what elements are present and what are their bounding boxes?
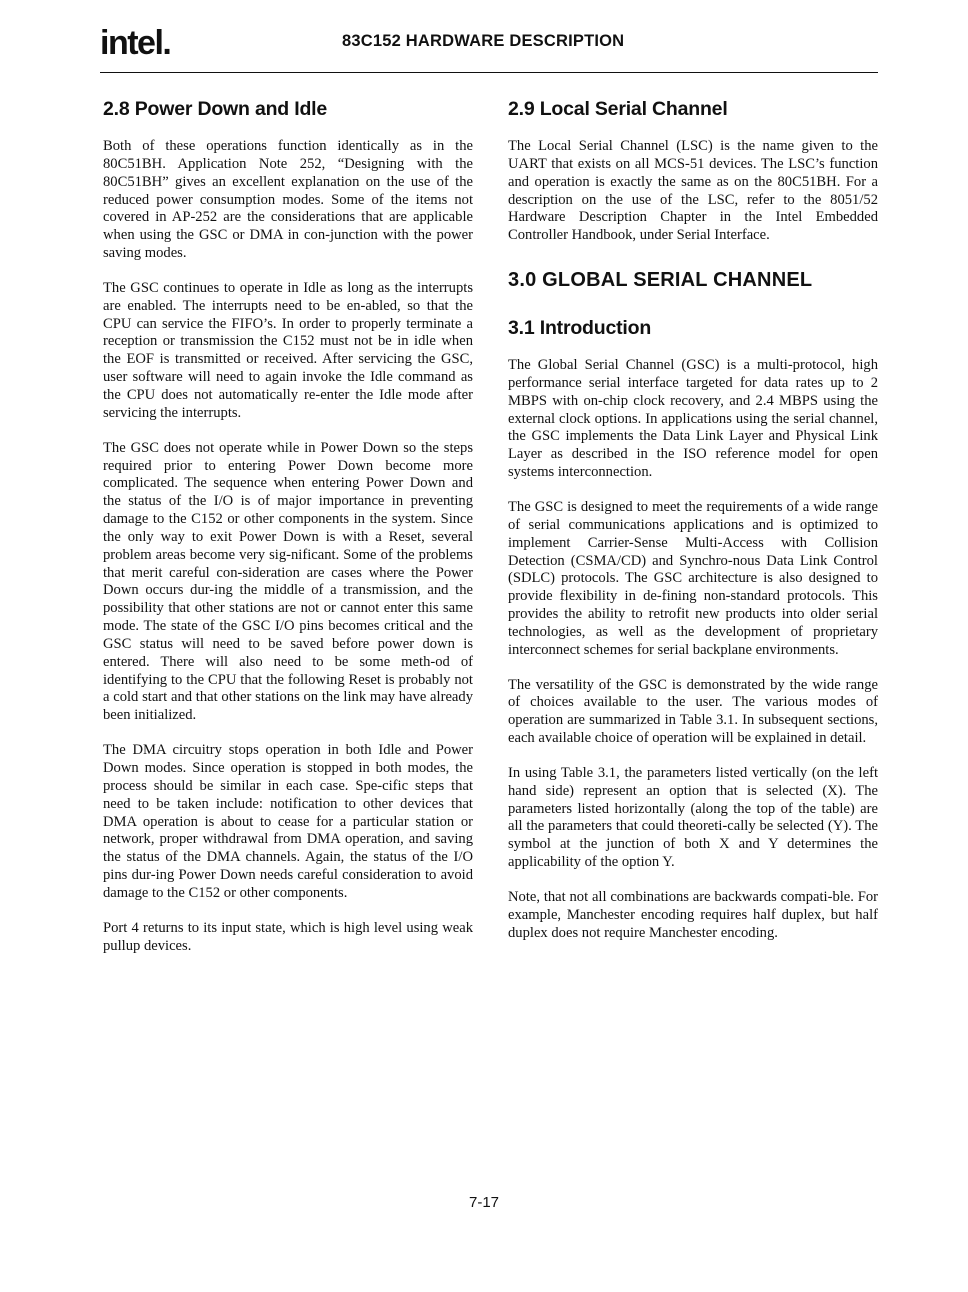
right-column bbox=[508, 96, 878, 960]
section-heading-introduction: 3.1 Introduction bbox=[508, 317, 652, 340]
document-title: 83C152 HARDWARE DESCRIPTION bbox=[342, 32, 625, 50]
paragraph: The GSC does not operate while in Power Down so the steps required prior to entering Power Down become more complicated. The sequence when entering Power Down and the status of the I/O is of major importance in preventing damage to the C152 or other components in the system. Since the only way to exit Power Down is with a Reset, several problem areas become very sig-nificant. Some of the problems that merit careful con-sideration are cases where the Power Down occurs dur-ing the middle of a transmission, and the possibility that other stations are not or cannot enter this same mode. The state of the GSC I/O pins becomes critical and the GSC status will need to be saved before power down is entered. There will also need to be some meth-od of identifying to the CPU that the following Reset is probably not a cold start and that other stations on the link may have already been initialized. bbox=[103, 439, 473, 724]
paragraph: The versatility of the GSC is demonstrated by the wide range of choices available to the user. The various modes of operation are summarized in Table 3.1. In subsequent sections, each available choice of operation will be explained in detail. bbox=[508, 676, 878, 747]
paragraph: The DMA circuitry stops operation in both Idle and Power Down modes. Since operation is stopped in both modes, the process should be similar in each case. Spe-cific steps that need to be taken include: notification to other devices that DMA operation is about to cease for a particular station or network, proper withdrawal from DMA operation, and saving the status of the DMA channels. Again, the status of the I/O pins dur-ing Power Down needs careful consideration to avoid damage to the C152 or other components. bbox=[103, 742, 473, 901]
paragraph: The Local Serial Channel (LSC) is the name given to the UART that exists on all MCS-51 devices. The LSC’s function and operation is exactly the same as on the 80C51BH. For a description on the use of the LSC, refer to the 8051/52 Hardware Description Chapter in the Intel Embedded Controller Handbook, under Serial Interface. bbox=[508, 138, 878, 244]
paragraph: The Global Serial Channel (GSC) is a multi-protocol, high performance serial interface targeted for data rates up to 2 MBPS with on-chip clock recovery, and 2.4 MBPS using the external clock options. In applications using the serial channel, the GSC implements the Data Link Layer and Physical Link Layer as described in the ISO reference model for open systems interconnection. bbox=[508, 357, 878, 481]
paragraph: In using Table 3.1, the parameters listed vertically (on the left hand side) represent an option that is selected (X). The parameters listed horizontally (along the top of the table) are all the parameters that could theoreti-cally be selected (Y). The symbol at the junction of both X and Y determines the applicability of the option Y. bbox=[508, 764, 878, 871]
paragraph: Port 4 returns to its input state, which is high level using weak pullup devices. bbox=[103, 919, 473, 954]
section-heading-power-down: 2.8 Power Down and Idle bbox=[103, 98, 328, 120]
paragraph: The GSC continues to operate in Idle as long as the interrupts are enabled. The interrupts need to be en-abled, so that the CPU can service the FIFO’s. In order to properly terminate a reception or transmission the C152 must not be in idle when the EOF is transmitted or received. After servicing the GSC, user software will need to again invoke the Idle command as the CPU does not automatically re-enter the Idle mode after servicing the interrupts. bbox=[103, 279, 473, 421]
paragraph: Note, that not all combinations are backwards compati-ble. For example, Manchester encoding requires half duplex, but half duplex does not require Manchester encoding. bbox=[508, 889, 878, 941]
intel-logo: intel. bbox=[100, 24, 171, 62]
section-heading-local-serial-channel: 2.9 Local Serial Channel bbox=[508, 98, 728, 120]
chapter-heading-global-serial-channel: 3.0 GLOBAL SERIAL CHANNEL bbox=[508, 269, 813, 292]
page-header bbox=[100, 24, 878, 73]
left-column bbox=[103, 96, 473, 972]
paragraph: Both of these operations function identically as in the 80C51BH. Application Note 252, “Designing with the 80C51BH” gives an excellent explanation on the use of the reduced power consumption modes. Some of the items not covered in AP-252 are the considerations that are applicable when using the GSC or DMA in con-junction with the power saving modes. bbox=[103, 138, 473, 262]
paragraph: The GSC is designed to meet the requirements of a wide range of serial communications applications and is optimized to implement Carrier-Sense Multi-Access with Collision Detection (CSMA/CD) and Synchro-nous Data Link Control (SDLC) protocols. The GSC architecture is also designed to provide flexibility in de-fining non-standard protocols. This provides the ability to retrofit new products into older serial technologies, as well as the development of proprietary interconnect schemes for serial backplane environments. bbox=[508, 498, 878, 658]
page-number: 7-17 bbox=[468, 1194, 500, 1211]
